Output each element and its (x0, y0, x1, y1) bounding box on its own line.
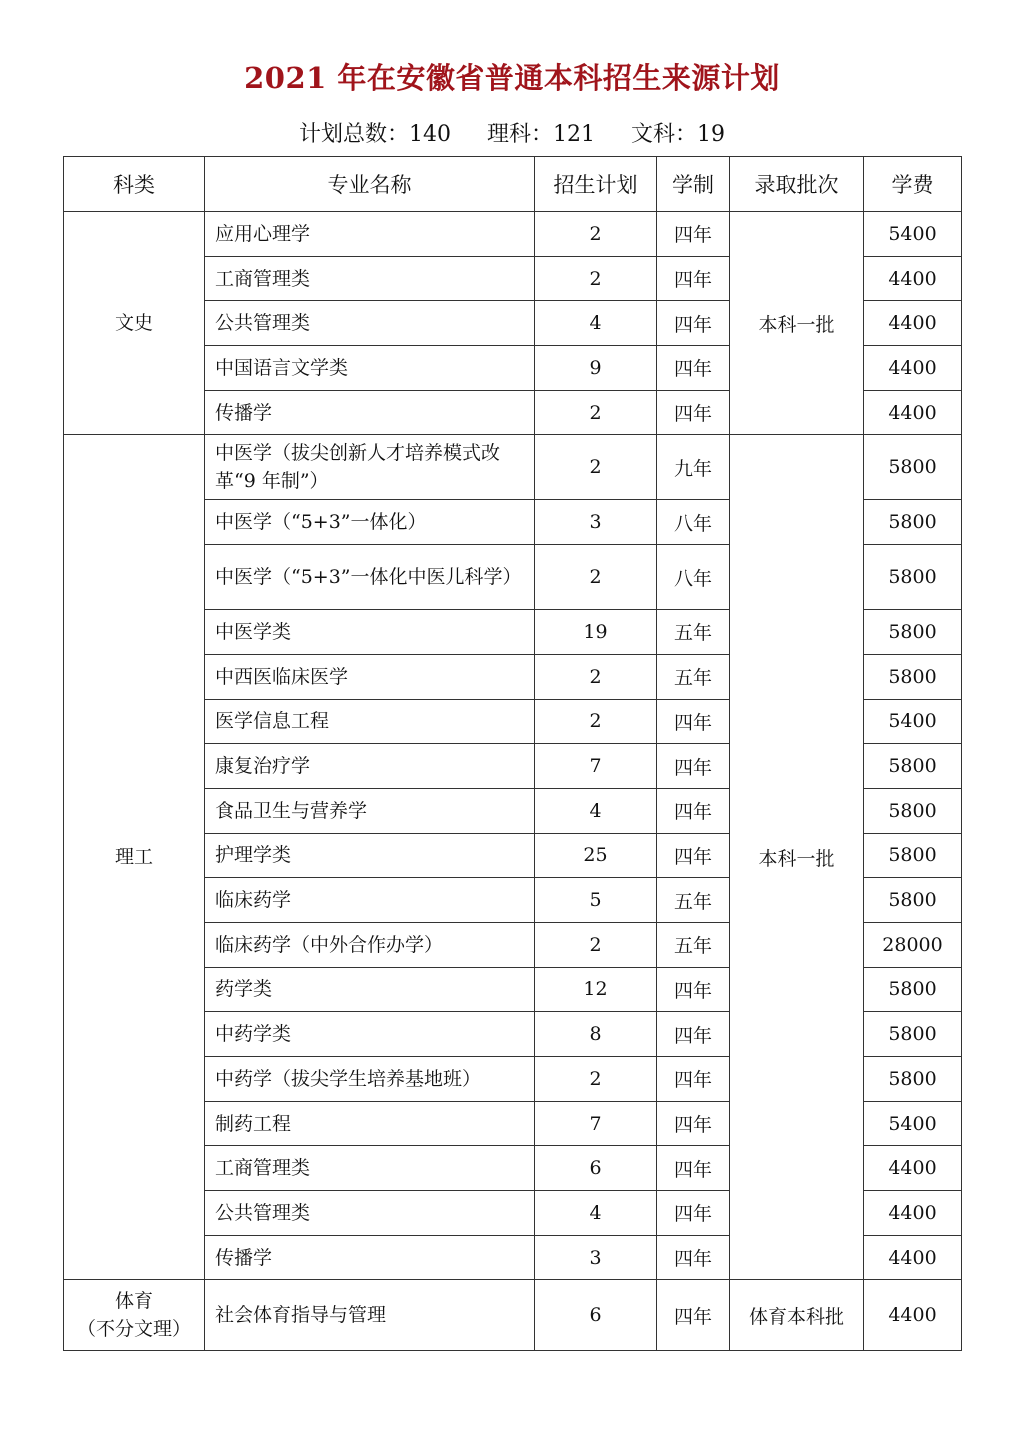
major-name-cell: 康复治疗学 (205, 744, 535, 789)
tuition-cell: 5800 (864, 1012, 962, 1057)
duration-cell: 四年 (657, 1235, 730, 1280)
major-name-cell: 药学类 (205, 967, 535, 1012)
major-name-cell: 工商管理类 (205, 256, 535, 301)
major-name-cell: 中药学（拔尖学生培养基地班） (205, 1057, 535, 1102)
duration-cell: 四年 (657, 1280, 730, 1351)
duration-cell: 四年 (657, 390, 730, 435)
category-cell (64, 212, 205, 435)
major-name-cell: 食品卫生与营养学 (205, 788, 535, 833)
plan-count-cell: 2 (535, 699, 657, 744)
duration-cell: 四年 (657, 346, 730, 391)
plan-count-cell: 25 (535, 833, 657, 878)
plan-count-cell: 3 (535, 500, 657, 545)
table-row (64, 212, 962, 257)
major-name-cell: 临床药学（中外合作办学） (205, 922, 535, 967)
tuition-cell: 5800 (864, 545, 962, 610)
duration-cell: 四年 (657, 1146, 730, 1191)
plan-count-cell: 6 (535, 1146, 657, 1191)
tuition-cell: 5800 (864, 833, 962, 878)
tuition-cell: 5800 (864, 500, 962, 545)
duration-cell: 四年 (657, 212, 730, 257)
plan-count-cell: 7 (535, 1101, 657, 1146)
major-name-cell: 中医学类 (205, 610, 535, 655)
duration-cell: 五年 (657, 610, 730, 655)
duration-cell: 四年 (657, 1057, 730, 1102)
table-row (64, 435, 962, 500)
duration-cell: 四年 (657, 744, 730, 789)
header-plan: 招生计划 (535, 157, 657, 212)
total-label: 计划总数： (298, 122, 409, 147)
major-name-cell: 公共管理类 (205, 1191, 535, 1236)
header-major: 专业名称 (205, 157, 535, 212)
major-name-cell: 应用心理学 (205, 212, 535, 257)
major-name-cell: 中医学（“5+3”一体化中医儿科学） (205, 545, 535, 610)
tuition-cell: 4400 (864, 1146, 962, 1191)
arts-value: 19 (697, 122, 725, 147)
tuition-cell: 5800 (864, 654, 962, 699)
tuition-cell: 5800 (864, 878, 962, 923)
plan-count-cell: 9 (535, 346, 657, 391)
plan-count-cell: 2 (535, 1057, 657, 1102)
major-name-cell: 护理学类 (205, 833, 535, 878)
science-value: 121 (553, 122, 595, 147)
plan-count-cell: 2 (535, 256, 657, 301)
major-name-cell: 中西医临床医学 (205, 654, 535, 699)
major-name-cell: 中医学（拔尖创新人才培养模式改革“9 年制”） (205, 435, 535, 500)
plan-count-cell: 4 (535, 788, 657, 833)
duration-cell: 八年 (657, 500, 730, 545)
duration-cell: 四年 (657, 788, 730, 833)
tuition-cell: 4400 (864, 1235, 962, 1280)
duration-cell: 四年 (657, 1191, 730, 1236)
tuition-cell: 28000 (864, 922, 962, 967)
tuition-cell: 5800 (864, 788, 962, 833)
header-years: 学制 (657, 157, 730, 212)
tuition-cell: 5400 (864, 699, 962, 744)
category-label: 体育 (114, 1290, 153, 1313)
major-name-cell: 公共管理类 (205, 301, 535, 346)
plan-count-cell: 2 (535, 212, 657, 257)
header-fee: 学费 (864, 157, 962, 212)
tuition-cell: 4400 (864, 1191, 962, 1236)
duration-cell: 九年 (657, 435, 730, 500)
plan-count-cell: 4 (535, 301, 657, 346)
batch-cell: 本科一批 (730, 435, 864, 1280)
duration-cell: 五年 (657, 922, 730, 967)
plan-count-cell: 2 (535, 545, 657, 610)
duration-cell: 四年 (657, 1101, 730, 1146)
tuition-cell: 4400 (864, 256, 962, 301)
plan-count-cell: 4 (535, 1191, 657, 1236)
plan-summary (0, 117, 1024, 148)
tuition-cell: 4400 (864, 1280, 962, 1351)
major-name-cell: 中药学类 (205, 1012, 535, 1057)
major-name-cell: 社会体育指导与管理 (205, 1280, 535, 1351)
category-label: 文史 (114, 312, 153, 335)
plan-count-cell: 7 (535, 744, 657, 789)
tuition-cell: 4400 (864, 346, 962, 391)
major-name-cell: 中医学（“5+3”一体化） (205, 500, 535, 545)
duration-cell: 八年 (657, 545, 730, 610)
plan-count-cell: 12 (535, 967, 657, 1012)
major-name-cell: 传播学 (205, 390, 535, 435)
major-name-cell: 中国语言文学类 (205, 346, 535, 391)
plan-count-cell: 2 (535, 922, 657, 967)
table-row (64, 1280, 962, 1351)
major-name-cell: 制药工程 (205, 1101, 535, 1146)
duration-cell: 四年 (657, 256, 730, 301)
category-note: （不分文理） (76, 1318, 191, 1341)
plan-count-cell: 2 (535, 435, 657, 500)
duration-cell: 四年 (657, 301, 730, 346)
header-category: 科类 (64, 157, 205, 212)
tuition-cell: 5800 (864, 1057, 962, 1102)
duration-cell: 五年 (657, 878, 730, 923)
total-value: 140 (409, 122, 451, 147)
duration-cell: 四年 (657, 1012, 730, 1057)
tuition-cell: 5800 (864, 967, 962, 1012)
major-name-cell: 工商管理类 (205, 1146, 535, 1191)
major-name-cell: 医学信息工程 (205, 699, 535, 744)
plan-count-cell: 2 (535, 654, 657, 699)
batch-cell: 体育本科批 (730, 1280, 864, 1351)
plan-count-cell: 6 (535, 1280, 657, 1351)
duration-cell: 四年 (657, 967, 730, 1012)
page-title: 2021 年在安徽省普通本科招生来源计划 (244, 61, 780, 95)
arts-label: 文科： (630, 122, 697, 147)
major-name-cell: 临床药学 (205, 878, 535, 923)
tuition-cell: 5400 (864, 212, 962, 257)
category-label: 理工 (114, 846, 153, 869)
duration-cell: 四年 (657, 699, 730, 744)
category-cell (64, 1280, 205, 1351)
science-label: 理科： (486, 122, 553, 147)
plan-count-cell: 8 (535, 1012, 657, 1057)
tuition-cell: 5800 (864, 610, 962, 655)
table-header-row (64, 157, 962, 212)
tuition-cell: 5400 (864, 1101, 962, 1146)
plan-count-cell: 19 (535, 610, 657, 655)
batch-cell: 本科一批 (730, 212, 864, 435)
tuition-cell: 4400 (864, 301, 962, 346)
plan-count-cell: 3 (535, 1235, 657, 1280)
header-batch: 录取批次 (730, 157, 864, 212)
enrollment-plan-table (63, 156, 962, 1351)
plan-count-cell: 5 (535, 878, 657, 923)
duration-cell: 五年 (657, 654, 730, 699)
tuition-cell: 5800 (864, 435, 962, 500)
tuition-cell: 5800 (864, 744, 962, 789)
tuition-cell: 4400 (864, 390, 962, 435)
category-cell (64, 435, 205, 1280)
plan-count-cell: 2 (535, 390, 657, 435)
major-name-cell: 传播学 (205, 1235, 535, 1280)
duration-cell: 四年 (657, 833, 730, 878)
